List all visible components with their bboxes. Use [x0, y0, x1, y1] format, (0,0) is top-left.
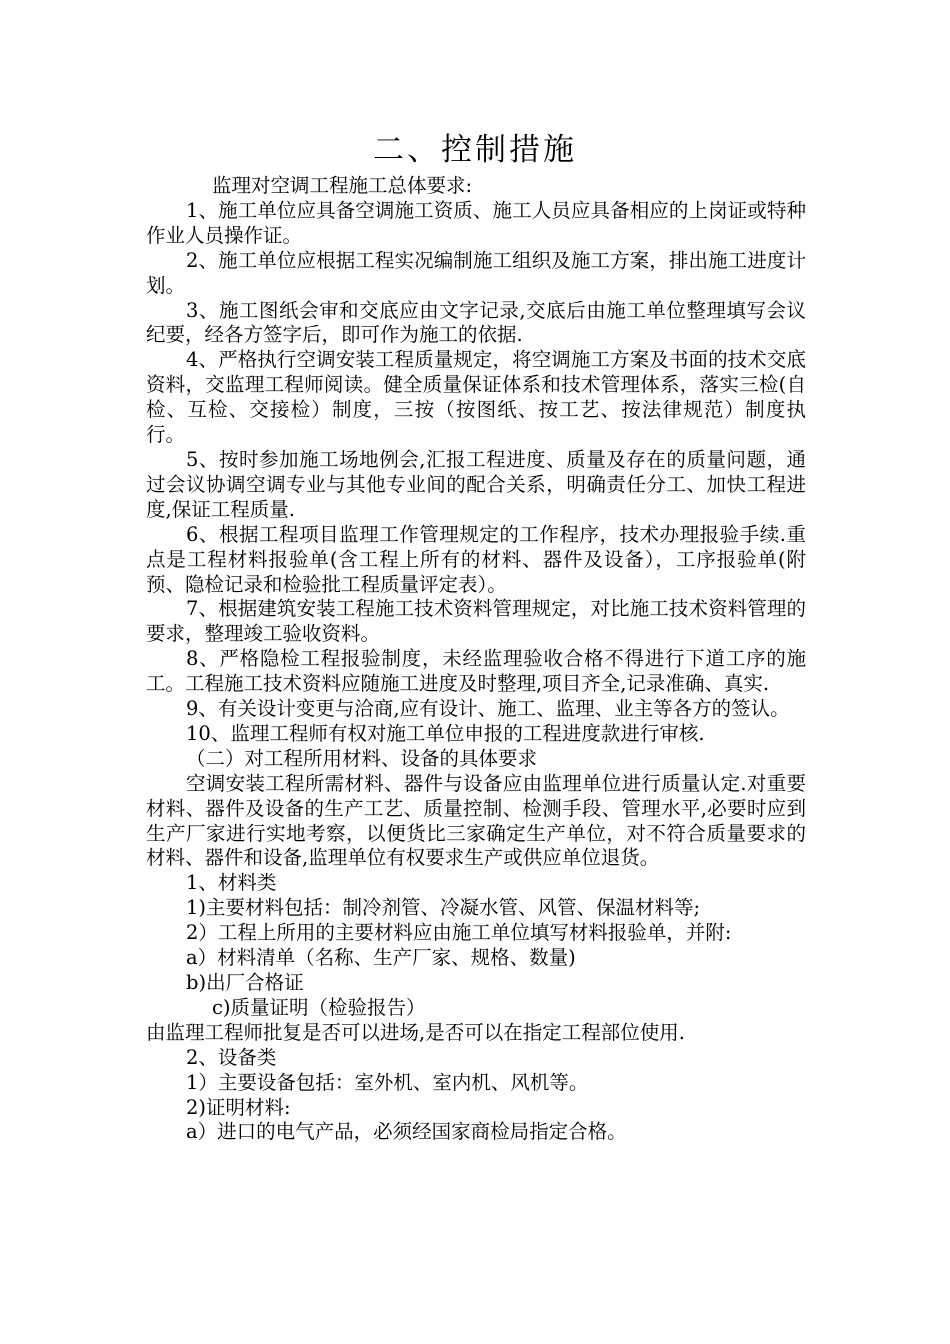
paragraph: 2、施工单位应根据工程实况编制施工组织及施工方案，排出施工进度计划。: [146, 248, 806, 297]
page-title: 二、控制措施: [373, 132, 577, 168]
paragraph: （二）对工程所用材料、设备的具体要求: [186, 746, 538, 770]
paragraph: b)出厂合格证: [186, 971, 304, 994]
paragraph: 8、严格隐检工程报验制度，未经监理验收合格不得进行下道工序的施工。工程施工技术资料应随施工进度及时整理,项目齐全,记录准确、真实.: [146, 647, 806, 696]
paragraph: 监理对空调工程施工总体要求:: [212, 174, 473, 197]
paragraph: 9、有关设计变更与洽商,应有设计、施工、监理、业主等各方的签认。: [186, 697, 790, 721]
paragraph: 1)主要材料包括：制冷剂管、冷凝水管、风管、保温材料等;: [186, 896, 701, 920]
document-body: [146, 174, 806, 1145]
paragraph: 1、施工单位应具备空调施工资质、施工人员应具备相应的上岗证或特种作业人员操作证。: [146, 198, 806, 247]
paragraph: 6、根据工程项目监理工作管理规定的工作程序，技术办理报验手续.重点是工程材料报验单(含工程上所有的材料、器件及设备），工序报验单(附预、隐检记录和检验批工程质量评定表）。: [146, 522, 806, 596]
paragraph: 空调安装工程所需材料、器件与设备应由监理单位进行质量认定.对重要材料、器件及设备的生产工艺、质量控制、检测手段、管理水平,必要时应到生产厂家进行实地考察，以便货比三家确定生产单位，对不符合质量要求的材料、器件和设备,监理单位有权要求生产或供应单位退货。: [146, 771, 806, 870]
paragraph: 由监理工程师批复是否可以进场,是否可以在指定工程部位使用.: [146, 1020, 685, 1044]
paragraph: 10、监理工程师有权对施工单位申报的工程进度款进行审核.: [186, 721, 705, 745]
paragraph: 2、设备类: [186, 1045, 277, 1069]
paragraph: 3、施工图纸会审和交底应由文字记录,交底后由施工单位整理填写会议纪要，经各方签字后，即可作为施工的依据.: [146, 298, 806, 347]
paragraph: 2）工程上所用的主要材料应由施工单位填写材料报验单，并附:: [186, 921, 732, 945]
paragraph: a）材料清单（名称、生产厂家、规格、数量): [186, 946, 576, 970]
paragraph: c)质量证明（检验报告）: [212, 995, 426, 1019]
paragraph: 1、材料类: [186, 871, 277, 895]
paragraph: 1）主要设备包括：室外机、室内机、风机等。: [186, 1070, 589, 1094]
paragraph: 5、按时参加施工场地例会,汇报工程进度、质量及存在的质量问题，通过会议协调空调专业与其他专业间的配合关系，明确责任分工、加快工程进度,保证工程质量.: [146, 447, 806, 521]
paragraph: 2)证明材料:: [186, 1095, 291, 1119]
paragraph: a）进口的电气产品，必须经国家商检局指定合格。: [186, 1120, 627, 1144]
paragraph: 7、根据建筑安装工程施工技术资料管理规定，对比施工技术资料管理的要求，整理竣工验收资料。: [146, 597, 806, 646]
paragraph: 4、严格执行空调安装工程质量规定，将空调施工方案及书面的技术交底资料，交监理工程师阅读。健全质量保证体系和技术管理体系，落实三检(自检、互检、交接检）制度，三按（按图纸、按工艺、按法律规范）制度执行。: [146, 348, 806, 447]
